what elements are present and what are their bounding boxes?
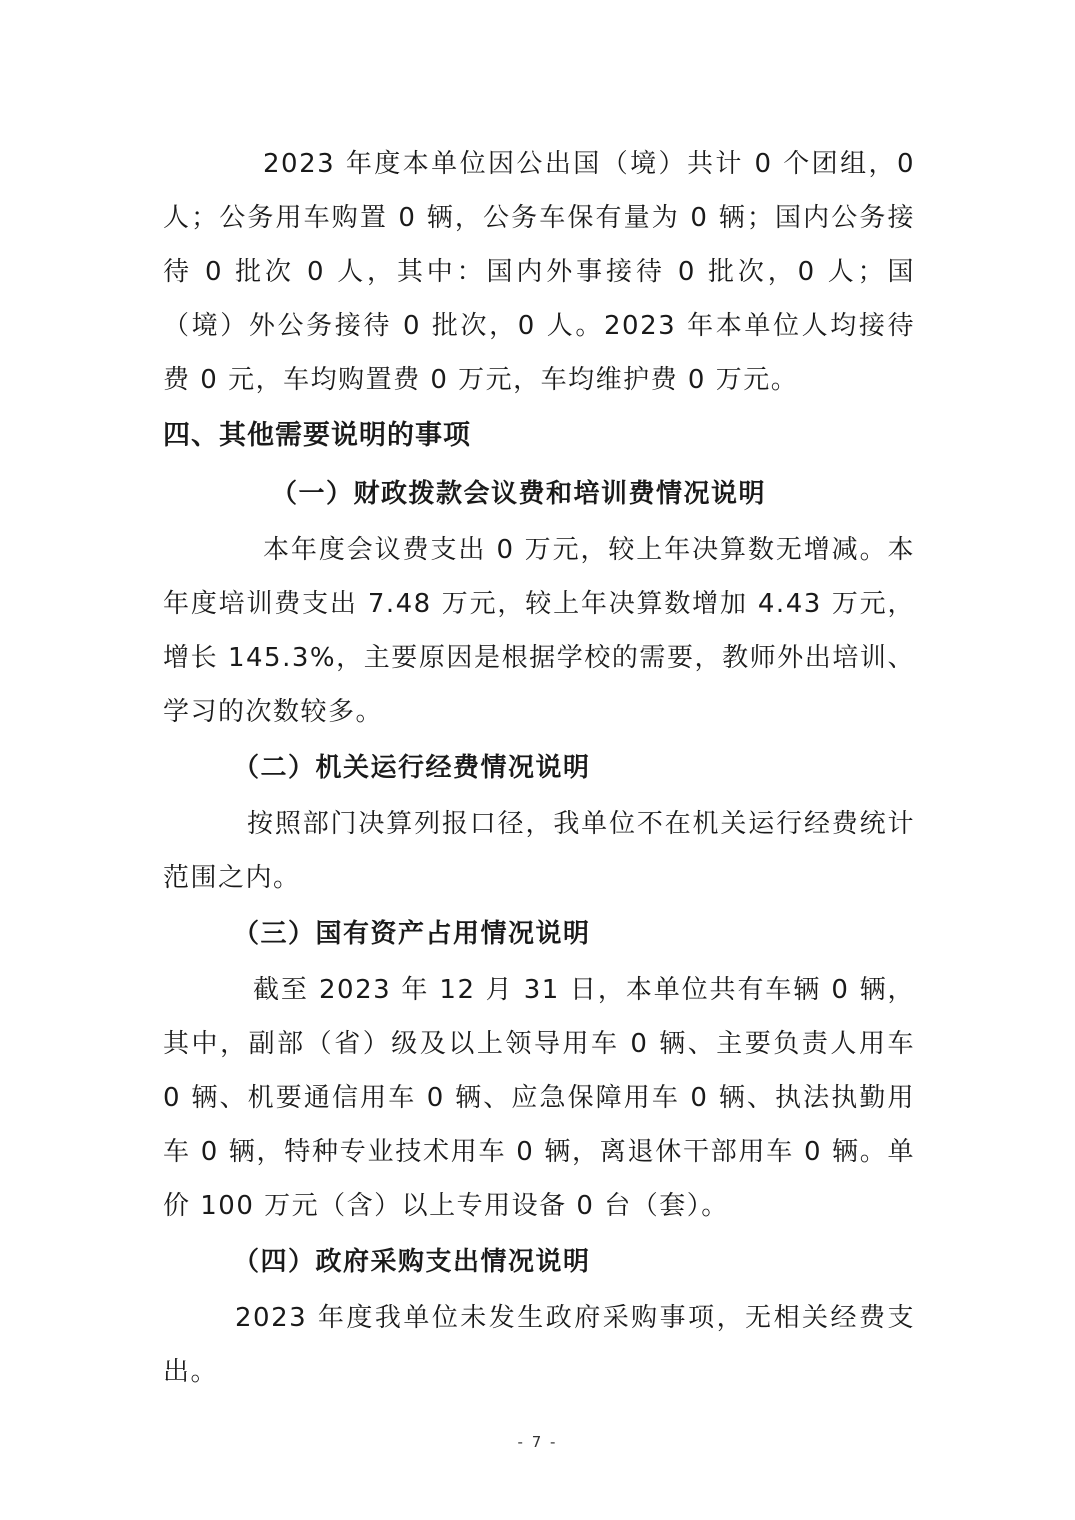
paragraph-meeting-training: 本年度会议费支出 0 万元，较上年决算数无增减。本年度培训费支出 7.48 万元，较上年决算数增加 4.43 万元，增长 145.3%，主要原因是根据学校的需要，教师外出培训、学习的次数较多。 bbox=[163, 535, 915, 727]
paragraph-procurement: 2023 年度我单位未发生政府采购事项，无相关经费支出。 bbox=[163, 1303, 915, 1387]
section-heading-other-matters: 四、其他需要说明的事项 bbox=[163, 420, 471, 451]
subsection-heading-operating-costs: （二）机关运行经费情况说明 bbox=[233, 753, 591, 783]
paragraph-operating-costs: 按照部门决算列报口径，我单位不在机关运行经费统计范围之内。 bbox=[163, 809, 915, 893]
page-number: - 7 - bbox=[517, 1433, 558, 1451]
document-body bbox=[163, 137, 915, 1399]
paragraph-state-assets: 截至 2023 年 12 月 31 日，本单位共有车辆 0 辆，其中，副部（省）级及以上领导用车 0 辆、主要负责人用车 0 辆、机要通信用车 0 辆、应急保障用车 0 辆、执法执勤用车 0 辆，特种专业技术用车 0 辆，离退休干部用车 0 辆。单价 100 万元（含）以上专用设备 0 台（套）。 bbox=[163, 975, 915, 1221]
paragraph-official-trips: 2023 年度本单位因公出国（境）共计 0 个团组，0 人；公务用车购置 0 辆，公务车保有量为 0 辆；国内公务接待 0 批次 0 人，其中：国内外事接待 0 批次，0 人；国（境）外公务接待 0 批次，0 人。2023 年本单位人均接待费 0 元，车均购置费 0 万元，车均维护费 0 万元。 bbox=[163, 149, 915, 395]
subsection-heading-meeting-training: （一）财政拨款会议费和培训费情况说明 bbox=[271, 479, 767, 509]
subsection-heading-state-assets: （三）国有资产占用情况说明 bbox=[233, 919, 591, 949]
subsection-heading-procurement: （四）政府采购支出情况说明 bbox=[233, 1247, 591, 1277]
